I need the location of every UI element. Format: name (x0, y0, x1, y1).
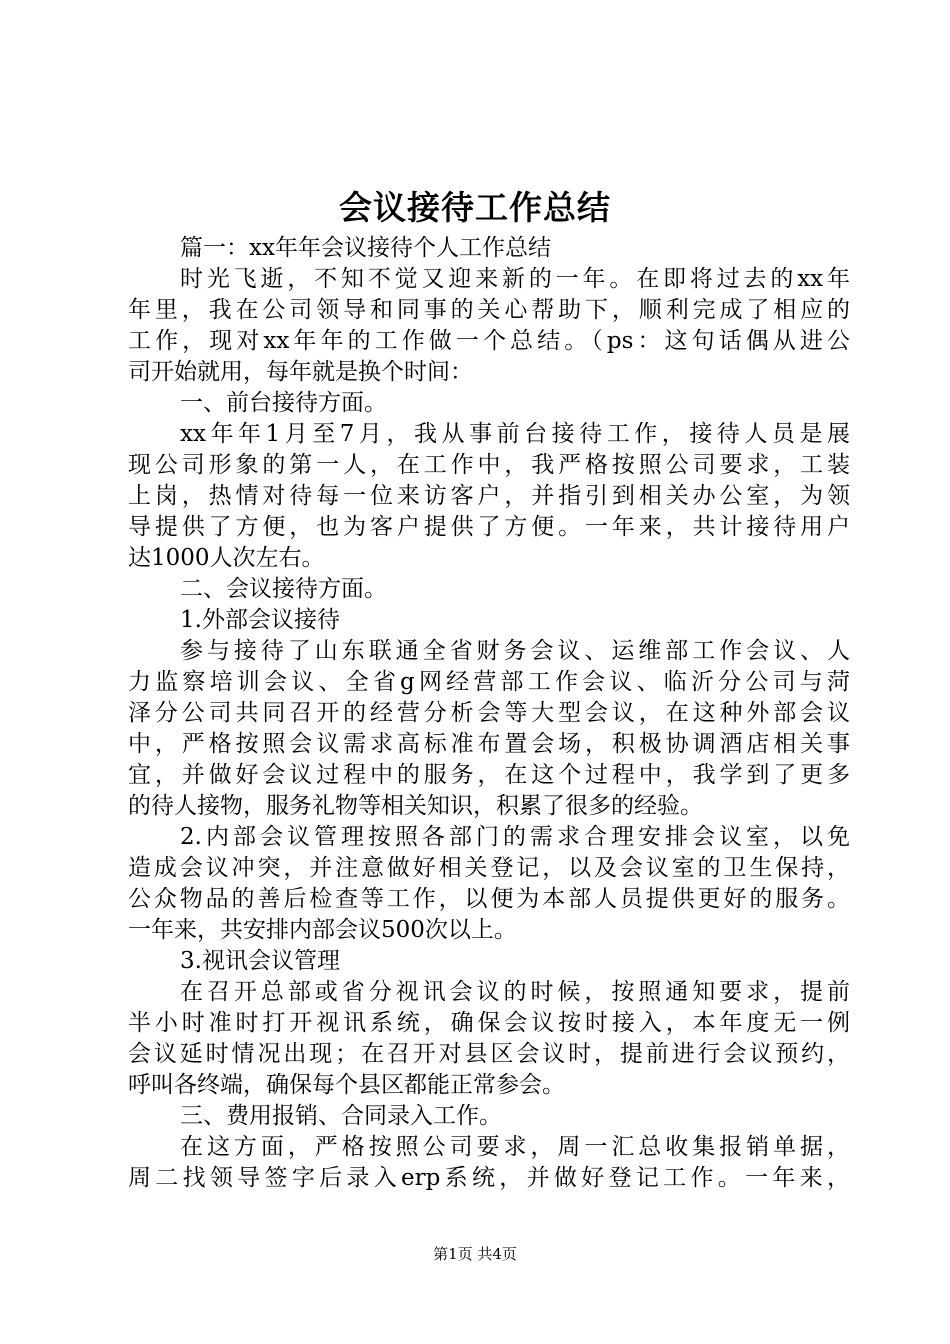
paragraph-line: 上岗，热情对待每一位来访客户，并指引到相关办公室，为领 (128, 483, 850, 509)
paragraph-line: 导提供了方便，也为客户提供了方便。一年来，共计接待用户 (128, 514, 850, 540)
paragraph-line: 泽分公司共同召开的经营分析会等大型会议，在这种外部会议 (128, 700, 850, 726)
paragraph-line: 呼叫各终端，确保每个县区都能正常参会。 (128, 1072, 565, 1098)
section-heading: 二、会议接待方面。 (180, 576, 387, 602)
section-heading: 三、费用报销、合同录入工作。 (180, 1103, 502, 1129)
document-title: 会议接待工作总结 (339, 188, 611, 227)
paragraph-line: 司开始就用，每年就是换个时间： (128, 359, 473, 385)
paragraph-line: 一年来，共安排内部会议500次以上。 (128, 917, 517, 943)
subsection-heading: 1.外部会议接待 (180, 607, 340, 633)
paragraph-line: 半小时准时打开视讯系统，确保会议按时接入，本年度无一例 (128, 1010, 850, 1036)
paragraph-line: 公众物品的善后检查等工作，以便为本部人员提供更好的服务。 (128, 886, 850, 912)
paragraph-line: xx年年1月至7月，我从事前台接待工作，接待人员是展 (180, 421, 850, 447)
paragraph-line: 现公司形象的第一人，在工作中，我严格按照公司要求，工装 (128, 452, 850, 478)
paragraph-line: 的待人接物，服务礼物等相关知识，积累了很多的经验。 (128, 793, 703, 819)
paragraph-line: 2.内部会议管理按照各部门的需求合理安排会议室，以免 (180, 824, 850, 850)
paragraph-line: 篇一：xx年年会议接待个人工作总结 (180, 235, 551, 261)
subsection-heading: 3.视讯会议管理 (180, 948, 340, 974)
paragraph-line: 造成会议冲突，并注意做好相关登记，以及会议室的卫生保持， (128, 855, 850, 881)
page-footer: 第1页 共4页 (433, 1245, 517, 1263)
paragraph-line: 中，严格按照会议需求高标准布置会场，积极协调酒店相关事 (128, 731, 850, 757)
paragraph-line: 会议延时情况出现；在召开对县区会议时，提前进行会议预约， (128, 1041, 850, 1067)
paragraph-line: 达1000人次左右。 (128, 545, 325, 571)
paragraph-line: 在这方面，严格按照公司要求，周一汇总收集报销单据， (180, 1134, 850, 1160)
section-heading: 一、前台接待方面。 (180, 390, 387, 416)
paragraph-line: 宜，并做好会议过程中的服务，在这个过程中，我学到了更多 (128, 762, 850, 788)
paragraph-line: 周二找领导签字后录入erp系统，并做好登记工作。一年来， (128, 1165, 850, 1191)
paragraph-line: 力监察培训会议、全省g网经营部工作会议、临沂分公司与菏 (128, 669, 850, 695)
paragraph-line: 参与接待了山东联通全省财务会议、运维部工作会议、人 (180, 638, 850, 664)
paragraph-line: 工作，现对xx年年的工作做一个总结。（ps：这句话偶从进公 (128, 328, 850, 354)
paragraph-line: 年里，我在公司领导和同事的关心帮助下，顺利完成了相应的 (128, 297, 850, 323)
document-body (128, 233, 850, 1194)
paragraph-line: 在召开总部或省分视讯会议的时候，按照通知要求，提前 (180, 979, 850, 1005)
paragraph-line: 时光飞逝，不知不觉又迎来新的一年。在即将过去的xx年 (180, 266, 850, 292)
